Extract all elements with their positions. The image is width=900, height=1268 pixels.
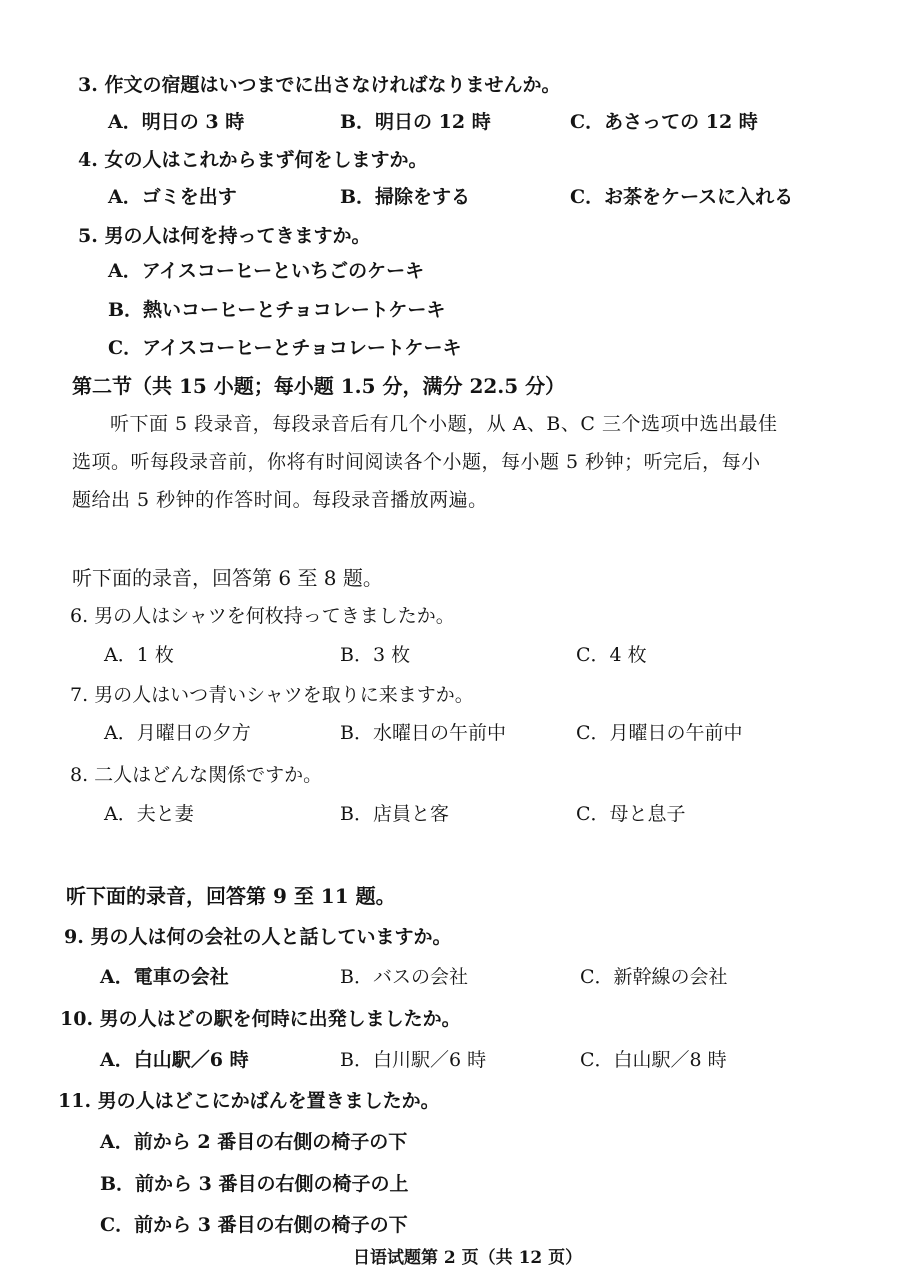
question-4-option-a: A．ゴミを出す [108,186,237,208]
question-3-stem: 3. 作文の宿題はいつまでに出さなければなりませんか。 [78,74,561,96]
question-3-option-c: C．あさっての 12 時 [570,111,758,133]
question-10-option-b: B．白川駅／6 時 [340,1049,487,1071]
question-9-option-b: B．バスの会社 [340,966,468,988]
question-11-option-b: B．前から 3 番目の右側の椅子の上 [100,1173,409,1195]
question-5-option-c: C．アイスコーヒーとチョコレートケーキ [108,337,462,359]
question-11-option-a: A．前から 2 番目の右側の椅子の下 [100,1131,408,1153]
question-5-stem: 5. 男の人は何を持ってきますか。 [78,225,371,247]
question-7-option-c: C．月曜日の午前中 [576,722,743,744]
question-5-option-b: B．熱いコーヒーとチョコレートケーキ [108,299,446,321]
section-2-intro-line-3: 题给出 5 秒钟的作答时间。每段录音播放两遍。 [72,489,488,511]
group-2-heading: 听下面的录音，回答第 9 至 11 题。 [66,884,396,908]
question-9-option-c: C．新幹線の会社 [580,966,728,988]
question-3-option-b: B．明日の 12 時 [340,111,491,133]
question-4-option-c: C．お茶をケースに入れる [570,186,794,208]
section-2-title: 第二节（共 15 小题；每小题 1.5 分，满分 22.5 分） [72,374,566,398]
question-11-stem: 11. 男の人はどこにかばんを置きましたか。 [58,1090,440,1112]
question-9-stem: 9. 男の人は何の会社の人と話していますか。 [64,926,452,948]
question-4-stem: 4. 女の人はこれからまず何をしますか。 [78,149,428,171]
question-11-option-c: C．前から 3 番目の右側の椅子の下 [100,1214,408,1236]
question-10-option-c: C．白山駅／8 時 [580,1049,727,1071]
question-7-option-a: A．月曜日の夕方 [104,722,251,744]
question-10-stem: 10. 男の人はどの駅を何時に出発しましたか。 [60,1008,461,1030]
question-8-stem: 8. 二人はどんな関係ですか。 [70,764,323,786]
question-6-option-b: B．3 枚 [340,644,411,666]
group-1-heading: 听下面的录音，回答第 6 至 8 题。 [72,566,383,590]
section-2-intro-line-1: 听下面 5 段录音，每段录音后有几个小题，从 A、B、C 三个选项中选出最佳 [110,413,778,435]
question-9-option-a: A．電車の会社 [100,966,229,988]
section-2-intro-line-2: 选项。听每段录音前，你将有时间阅读各个小题，每小题 5 秒钟；听完后，每小 [72,451,761,473]
question-6-stem: 6. 男の人はシャツを何枚持ってきましたか。 [70,605,455,627]
question-3-option-a: A．明日の 3 時 [108,111,245,133]
question-10-option-a: A．白山駅／6 時 [100,1049,249,1071]
question-6-option-c: C．4 枚 [576,644,647,666]
question-8-option-a: A．夫と妻 [104,803,194,825]
page-footer: 日语试题第 2 页（共 12 页） [353,1248,583,1268]
question-6-option-a: A．1 枚 [104,644,174,666]
question-8-option-c: C．母と息子 [576,803,686,825]
question-7-option-b: B．水曜日の午前中 [340,722,506,744]
question-5-option-a: A．アイスコーヒーといちごのケーキ [108,260,425,282]
question-8-option-b: B．店員と客 [340,803,449,825]
question-4-option-b: B．掃除をする [340,186,471,208]
question-7-stem: 7. 男の人はいつ青いシャツを取りに来ますか。 [70,684,474,706]
